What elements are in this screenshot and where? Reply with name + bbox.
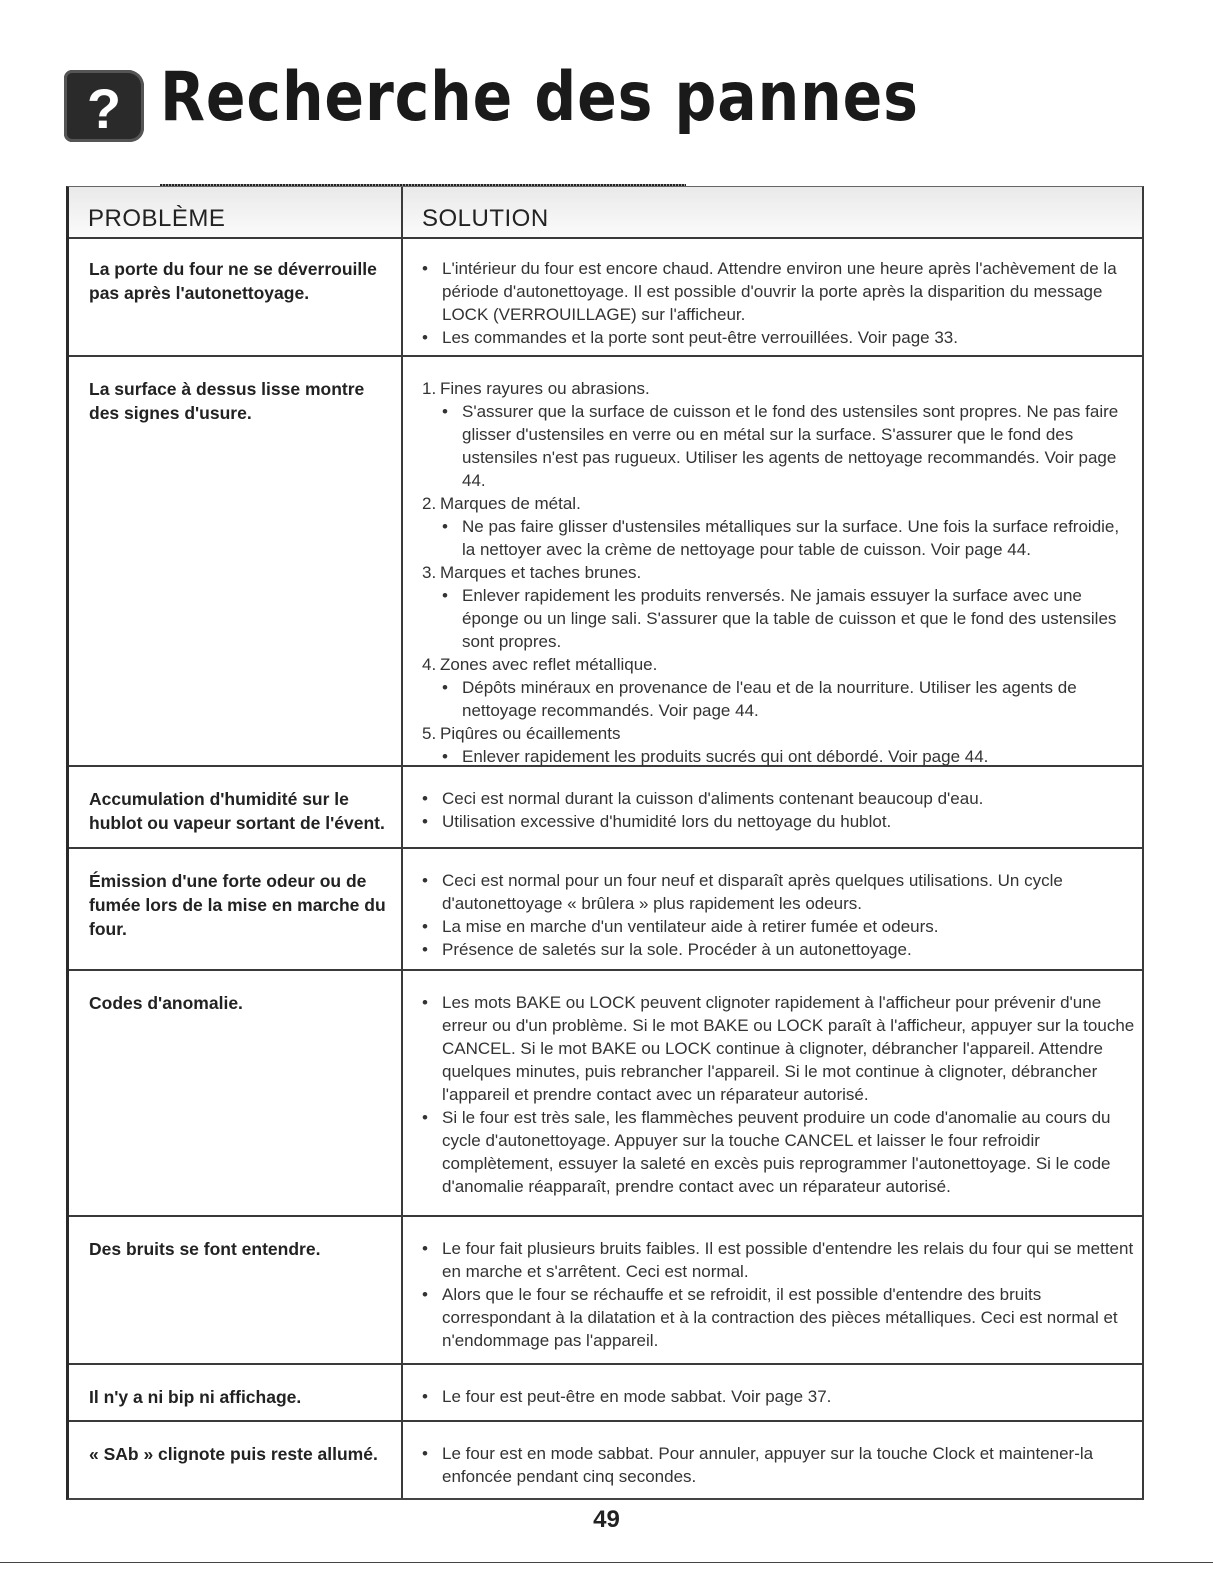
- solution-bullet: • Utilisation excessive d'humidité lors du nettoyage du hublot.: [422, 810, 1137, 833]
- numbered-item: [422, 492, 1137, 561]
- problem-text: « SAb » clignote puis reste allumé.: [89, 1444, 378, 1464]
- item-number: 3.: [422, 563, 437, 582]
- problem-text: Des bruits se font entendre.: [89, 1239, 321, 1259]
- solution-cell: [422, 1442, 1137, 1488]
- numbered-item: [422, 653, 1137, 722]
- table-row: [69, 849, 1142, 971]
- solution-bullet: • Ne pas faire glisser d'ustensiles métalliques sur la surface. Une fois la surface refroidie, la nettoyer avec la crème de nettoyage pour table de cuisson. Voir page 44.: [442, 515, 1137, 561]
- item-text: Marques et taches brunes.: [440, 563, 642, 582]
- item-number: 4.: [422, 655, 437, 674]
- solution-bullet: • Ceci est normal durant la cuisson d'aliments contenant beaucoup d'eau.: [422, 787, 1137, 810]
- problem-text: Codes d'anomalie.: [89, 993, 243, 1013]
- column-header-problem: PROBLÈME: [88, 205, 226, 232]
- item-text: Fines rayures ou abrasions.: [440, 379, 650, 398]
- table-row: [69, 1217, 1142, 1365]
- solution-cell: [422, 1237, 1137, 1352]
- solution-cell: [422, 1385, 1137, 1408]
- solution-bullet: • Si le four est très sale, les flammèches peuvent produire un code d'anomalie au cours du cycle d'autonettoyage. Appuyer sur la touche CANCEL et laisser le four refroidir complètement, essuyer la saleté en excès puis reprogrammer l'autonettoyage. Si le code d'anomalie réapparaît, prendre contact avec un réparateur autorisé.: [422, 1106, 1137, 1198]
- item-text: Marques de métal.: [440, 494, 581, 513]
- solution-bullet: • Le four est en mode sabbat. Pour annuler, appuyer sur la touche Clock et maintener-la enfoncée pendant cinq secondes.: [422, 1442, 1137, 1488]
- item-number: 5.: [422, 724, 437, 743]
- solution-bullet: • Le four est peut-être en mode sabbat. Voir page 37.: [422, 1385, 1137, 1408]
- item-text: Zones avec reflet métallique.: [440, 655, 658, 674]
- solution-bullet: • La mise en marche d'un ventilateur aide à retirer fumée et odeurs.: [422, 915, 1137, 938]
- table-row: [69, 1365, 1142, 1422]
- solution-cell: [422, 377, 1137, 768]
- numbered-item: [422, 561, 1137, 653]
- page-title: Recherche des pannes: [160, 58, 919, 137]
- item-number: 1.: [422, 379, 437, 398]
- solution-bullet: • Enlever rapidement les produits renversés. Ne jamais essuyer la surface avec une éponge ou un linge sali. S'assurer que la table de cuisson et que le fond des ustensiles sont propres.: [442, 584, 1137, 653]
- solution-bullet: • Le four fait plusieurs bruits faibles. Il est possible d'entendre les relais du four qui se mettent en marche et s'arrêtent. Ceci est normal.: [422, 1237, 1137, 1283]
- solution-cell: [422, 869, 1137, 961]
- solution-cell: [422, 787, 1137, 833]
- table-row: [69, 357, 1142, 767]
- solution-bullet: • Ceci est normal pour un four neuf et disparaît après quelques utilisations. Un cycle d'autonettoyage « brûlera » plus rapidement les odeurs.: [422, 869, 1137, 915]
- page-number: 49: [593, 1506, 620, 1533]
- problem-text: Émission d'une forte odeur ou de fumée lors de la mise en marche du four.: [89, 871, 386, 939]
- solution-bullet: • Enlever rapidement les produits sucrés qui ont débordé. Voir page 44.: [442, 745, 1137, 768]
- solution-bullet: • Les mots BAKE ou LOCK peuvent clignoter rapidement à l'afficheur pour prévenir d'une erreur ou d'un problème. Si le mot BAKE ou LOCK paraît à l'afficheur, appuyer sur la touche CANCEL. Si le mot BAKE ou LOCK continue à clignoter, débrancher l'appareil. Attendre quelques minutes, puis rebrancher l'appareil. Si le mot continue à clignoter, débrancher l'appareil et prendre contact avec un réparateur autorisé.: [422, 991, 1137, 1106]
- solution-bullet: • Les commandes et la porte sont peut-être verrouillées. Voir page 33.: [422, 326, 1137, 349]
- table-row: [69, 1422, 1142, 1499]
- table-header: [69, 187, 1142, 239]
- troubleshooting-table: [66, 186, 1144, 1500]
- problem-text: Il n'y a ni bip ni affichage.: [89, 1387, 302, 1407]
- item-number: 2.: [422, 494, 437, 513]
- solution-bullet: • Présence de saletés sur la sole. Procéder à un autonettoyage.: [422, 938, 1137, 961]
- solution-bullet: • L'intérieur du four est encore chaud. Attendre environ une heure après l'achèvement de la période d'autonettoyage. Il est possible d'ouvrir la porte après la disparition du message LOCK (VERROUILLAGE) sur l'afficheur.: [422, 257, 1137, 326]
- solution-cell: [422, 257, 1137, 349]
- table-row: [69, 767, 1142, 849]
- problem-text: La surface à dessus lisse montre des signes d'usure.: [89, 379, 365, 423]
- question-mark-icon: ?: [64, 70, 144, 142]
- page-header: [64, 52, 919, 147]
- solution-bullet: • Dépôts minéraux en provenance de l'eau et de la nourriture. Utiliser les agents de nettoyage recommandés. Voir page 44.: [442, 676, 1137, 722]
- problem-text: La porte du four ne se déverrouille pas après l'autonettoyage.: [89, 259, 377, 303]
- solution-bullet: • S'assurer que la surface de cuisson et le fond des ustensiles sont propres. Ne pas faire glisser d'ustensiles en verre ou en métal sur la surface. S'assurer que le fond des ustensiles n'est pas rugueux. Utiliser les agents de nettoyage recommandés. Voir page 44.: [442, 400, 1137, 492]
- numbered-item: [422, 377, 1137, 492]
- column-header-solution: SOLUTION: [422, 205, 549, 232]
- problem-text: Accumulation d'humidité sur le hublot ou vapeur sortant de l'évent.: [89, 789, 385, 833]
- solution-bullet: • Alors que le four se réchauffe et se refroidit, il est possible d'entendre des bruits correspondant à la dilatation et à la contraction des pièces métalliques. Ceci est normal et n'endommage pas l'appareil.: [422, 1283, 1137, 1352]
- footer-divider: [0, 1562, 1213, 1563]
- numbered-item: [422, 722, 1137, 768]
- solution-cell: [422, 991, 1137, 1198]
- item-text: Piqûres ou écaillements: [440, 724, 621, 743]
- table-row: [69, 971, 1142, 1217]
- table-row: [69, 237, 1142, 357]
